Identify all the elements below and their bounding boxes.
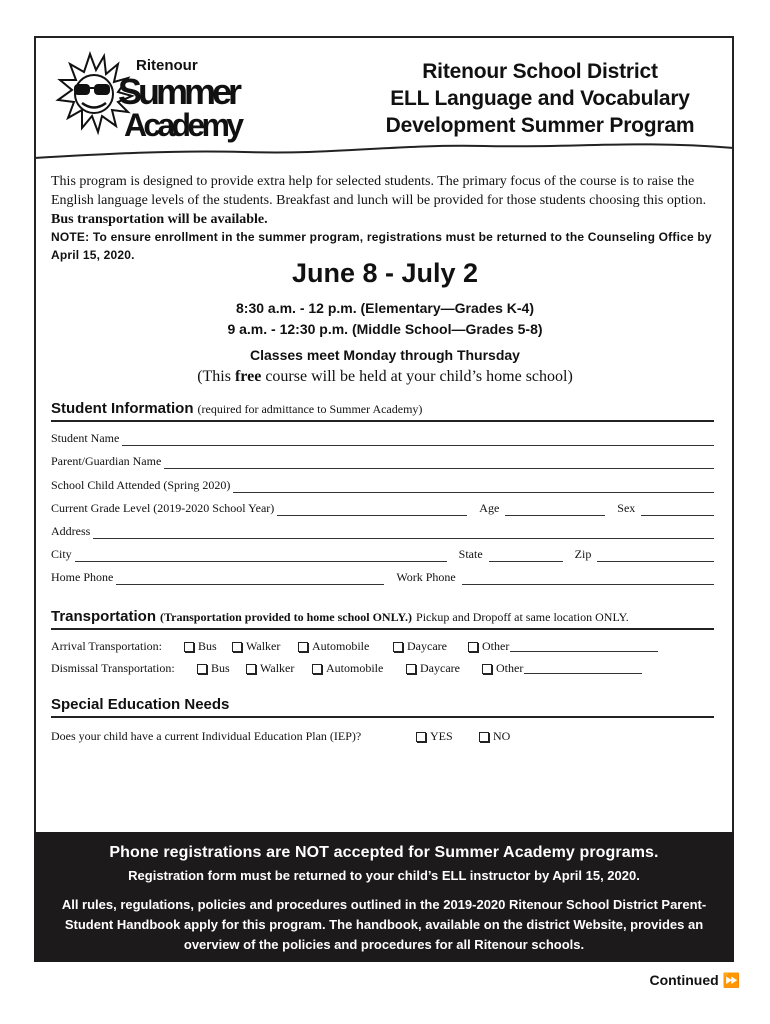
checkbox-icon[interactable] — [312, 664, 322, 674]
free-pre: (This — [197, 368, 235, 385]
intro-bus-text: Bus transportation will be available. — [51, 212, 268, 227]
student-name-row — [51, 430, 714, 446]
arrival-automobile-option[interactable] — [298, 639, 369, 654]
checkbox-icon[interactable] — [479, 732, 489, 742]
page-title — [350, 58, 730, 139]
transportation-sub: Pickup and Dropoff at same location ONLY. — [416, 610, 629, 624]
state-field[interactable] — [489, 550, 563, 562]
program-dates: June 8 - July 2 — [291, 258, 479, 288]
city-label: City — [51, 547, 72, 561]
work-phone-label: Work Phone — [396, 570, 456, 584]
arrival-row — [51, 637, 714, 655]
time-elementary: 8:30 a.m. - 12 p.m. (Elementary—Grades K-4) — [236, 300, 534, 316]
checkbox-icon[interactable] — [232, 642, 242, 652]
title-line-3: Development Summer Program — [385, 114, 695, 137]
class-days: Classes meet Monday through Thursday — [250, 347, 520, 363]
iep-no-label: NO — [493, 729, 511, 743]
dismissal-walker-option[interactable] — [246, 661, 294, 676]
student-name-label: Student Name — [51, 431, 120, 445]
title-line-1: Ritenour School District — [422, 60, 658, 83]
student-info-heading — [51, 400, 714, 422]
work-phone-field[interactable] — [462, 573, 714, 585]
grade-level-label: Current Grade Level (2019-2020 School Year) — [51, 501, 275, 515]
address-row — [51, 523, 714, 539]
school-attended-label: School Child Attended (Spring 2020) — [51, 478, 231, 492]
arrival-daycare-label: Daycare — [407, 639, 447, 653]
arrival-walker-label: Walker — [246, 639, 281, 653]
state-label: State — [458, 547, 483, 561]
guardian-name-row — [51, 453, 714, 469]
dismissal-bus-option[interactable] — [197, 661, 230, 676]
grade-age-sex-row — [51, 500, 714, 516]
free-post: course will be held at your child’s home school) — [261, 368, 573, 385]
banner-line-2: Registration form must be returned to your child’s ELL instructor by April 15, 2020. — [128, 868, 640, 883]
arrival-automobile-label: Automobile — [312, 639, 370, 653]
arrival-label: Arrival Transportation: — [51, 639, 162, 653]
school-attended-row — [51, 477, 714, 493]
time-middle: 9 a.m. - 12:30 p.m. (Middle School—Grades 5-8) — [227, 321, 543, 337]
summer-academy-logo — [52, 50, 252, 146]
dismissal-automobile-label: Automobile — [326, 661, 384, 675]
dismissal-walker-label: Walker — [260, 661, 295, 675]
dismissal-daycare-label: Daycare — [420, 661, 460, 675]
checkbox-icon[interactable] — [482, 664, 492, 674]
checkbox-icon[interactable] — [393, 642, 403, 652]
arrival-other-option[interactable] — [468, 639, 658, 654]
dismissal-other-option[interactable] — [482, 661, 642, 676]
checkbox-icon[interactable] — [406, 664, 416, 674]
program-times — [0, 298, 770, 340]
sex-field[interactable] — [641, 504, 714, 516]
title-line-2: ELL Language and Vocabulary — [390, 87, 690, 110]
dismissal-automobile-option[interactable] — [312, 661, 383, 676]
checkbox-icon[interactable] — [298, 642, 308, 652]
home-phone-field[interactable] — [116, 573, 384, 585]
logo-ritenour-text: Ritenour — [136, 57, 198, 74]
continued-text: Continued — [649, 972, 719, 988]
special-ed-heading — [51, 696, 714, 718]
iep-question: Does your child have a current Individual Education Plan (IEP)? — [51, 729, 362, 743]
dismissal-daycare-option[interactable] — [406, 661, 460, 676]
city-field[interactable] — [75, 550, 447, 562]
enrollment-note: NOTE: To ensure enrollment in the summer program, registrations must be returned to the Counseling Office by April 15, 2020. — [51, 230, 712, 262]
logo-academy-text: Academy — [124, 107, 244, 143]
notice-banner — [34, 832, 734, 962]
transportation-heading — [51, 608, 714, 630]
double-chevron-right-icon: ⏩ — [722, 972, 740, 988]
address-label: Address — [51, 524, 91, 538]
intro-text: This program is designed to provide extra help for selected students. The primary focus of the course is to raise the English language levels of the students. Breakfast and lunch will be provided for those students choosing this option. — [51, 174, 707, 208]
school-attended-field[interactable] — [233, 481, 714, 493]
grade-level-field[interactable] — [277, 504, 467, 516]
transportation-sub-bold: (Transportation provided to home school ONLY.) — [160, 610, 413, 624]
zip-field[interactable] — [597, 550, 714, 562]
intro-paragraph — [51, 172, 717, 229]
continued-label — [620, 972, 740, 989]
zip-label: Zip — [574, 547, 592, 561]
checkbox-icon[interactable] — [246, 664, 256, 674]
checkbox-icon[interactable] — [416, 732, 426, 742]
checkbox-icon[interactable] — [197, 664, 207, 674]
arrival-bus-option[interactable] — [184, 639, 217, 654]
checkbox-icon[interactable] — [468, 642, 478, 652]
wave-divider — [34, 138, 734, 162]
guardian-name-field[interactable] — [164, 457, 714, 469]
arrival-other-field[interactable] — [510, 641, 658, 652]
guardian-name-label: Parent/Guardian Name — [51, 454, 162, 468]
age-field[interactable] — [505, 504, 605, 516]
free-word: free — [234, 368, 262, 385]
dismissal-label: Dismissal Transportation: — [51, 661, 175, 675]
logo-summer-text: Summer — [118, 71, 242, 112]
iep-no-option[interactable] — [479, 729, 510, 744]
city-state-zip-row — [51, 546, 714, 562]
student-info-title: Student Information — [51, 400, 194, 417]
dismissal-other-label: Other — [496, 661, 524, 675]
dismissal-row — [51, 659, 714, 677]
student-info-sub: (required for admittance to Summer Academy) — [197, 402, 423, 416]
arrival-bus-label: Bus — [198, 639, 217, 653]
iep-yes-option[interactable] — [416, 729, 453, 744]
banner-line-1: Phone registrations are NOT accepted for Summer Academy programs. — [109, 844, 659, 861]
home-phone-label: Home Phone — [51, 570, 114, 584]
arrival-other-label: Other — [482, 639, 510, 653]
phone-row — [51, 569, 714, 585]
dismissal-bus-label: Bus — [211, 661, 230, 675]
arrival-daycare-option[interactable] — [393, 639, 447, 654]
address-field[interactable] — [93, 527, 714, 539]
special-ed-title: Special Education Needs — [51, 696, 230, 713]
arrival-walker-option[interactable] — [232, 639, 280, 654]
iep-yes-label: YES — [430, 729, 453, 743]
transportation-title: Transportation — [51, 608, 157, 625]
sex-label: Sex — [617, 501, 636, 515]
free-course-note — [0, 368, 770, 386]
banner-line-3: All rules, regulations, policies and procedures outlined in the 2019-2020 Ritenour School District Parent-Student Handbook apply for this program. The handbook, available on the district Website, provides an overview of the policies and procedures for all Ritenour schools. — [61, 897, 707, 952]
dismissal-other-field[interactable] — [524, 663, 642, 674]
age-label: Age — [479, 501, 500, 515]
checkbox-icon[interactable] — [184, 642, 194, 652]
iep-row — [51, 727, 714, 745]
student-name-field[interactable] — [122, 434, 714, 446]
